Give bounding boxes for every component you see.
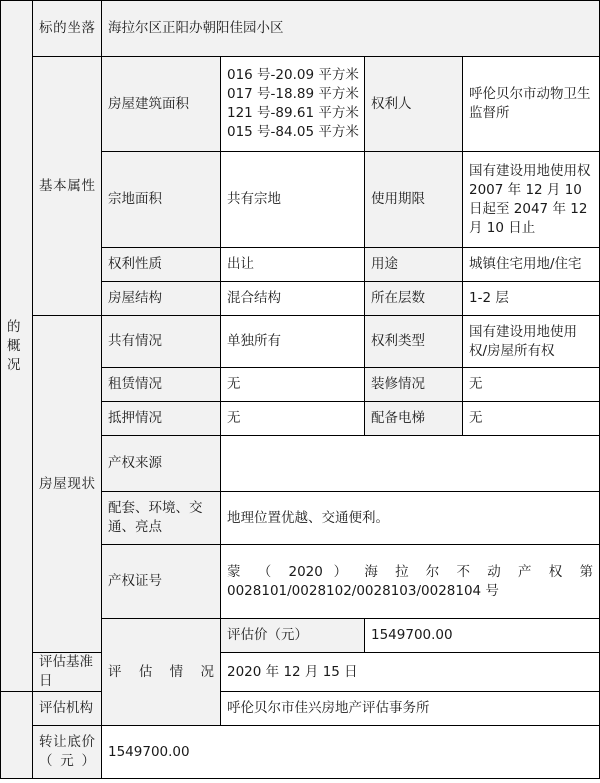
elevator-label: 配备电梯: [371, 410, 425, 426]
owner-label-cell: [365, 57, 463, 152]
area-label: 房屋建筑面积: [108, 95, 189, 112]
elevator-value-cell: [463, 402, 600, 436]
area-label-cell: [102, 57, 221, 152]
date-label-cell: [33, 653, 102, 692]
date-value: 2020 年 12 月 15 日: [227, 663, 358, 680]
cert-label-cell: [102, 545, 221, 619]
env-value: 地理位置优越、交通便利。: [227, 509, 389, 526]
env-value-cell: [221, 492, 600, 545]
overview-label: 的概况: [7, 318, 21, 373]
area-line: 016 号-20.09 平方米: [227, 67, 359, 83]
elevator-value: 无: [469, 410, 483, 426]
floor-label-cell: [365, 282, 463, 316]
location-value-cell: [102, 1, 600, 57]
use-value-cell: [463, 248, 600, 282]
floor-label: 所在层数: [371, 290, 425, 306]
term-label: 使用期限: [371, 191, 425, 207]
cert-line-1: 蒙 （ 2020 ） 海 拉 尔 不 动 产 权 第: [227, 563, 593, 580]
price-label: 评估价（元）: [227, 627, 308, 643]
right-type-value-cell: [463, 316, 600, 368]
eval-section-cell: [102, 619, 221, 726]
row-share: [1, 316, 600, 368]
nature-label-cell: [102, 248, 221, 282]
location-value: 海拉尔区正阳办朝阳佳园小区: [108, 20, 284, 36]
status-section-cell: [33, 316, 102, 653]
org-value: 呼伦贝尔市佳兴房地产评估事务所: [227, 700, 430, 716]
right-type-value: 国有建设用地使用权/房屋所有权: [469, 323, 577, 359]
source-value-cell: [221, 436, 600, 492]
overview-bottom-cell: [1, 692, 33, 779]
overview-label-cell: [1, 1, 33, 692]
lease-label-cell: [102, 368, 221, 402]
use-value: 城镇住宅用地/住宅: [469, 256, 582, 272]
structure-value: 混合结构: [227, 290, 281, 306]
date-label: 评估基准日: [39, 654, 93, 689]
org-value-cell: [221, 692, 600, 726]
price-value: 1549700.00: [371, 627, 453, 643]
row-building-area: [1, 57, 600, 152]
elevator-label-cell: [365, 402, 463, 436]
area-line: 121 号-89.61 平方米: [227, 105, 359, 121]
right-type-label: 权利类型: [371, 333, 425, 349]
lease-value: 无: [227, 376, 241, 392]
source-label-cell: [102, 436, 221, 492]
mortgage-value: 无: [227, 410, 241, 426]
share-label-cell: [102, 316, 221, 368]
area-line: 015 号-84.05 平方米: [227, 124, 359, 140]
reserve-value: 1549700.00: [108, 743, 190, 760]
nature-label: 权利性质: [108, 256, 162, 272]
mortgage-label-cell: [102, 402, 221, 436]
lease-label: 租赁情况: [108, 376, 162, 392]
status-section-label: 房屋现状: [39, 475, 95, 492]
row-location: [1, 1, 600, 57]
decor-label-cell: [365, 368, 463, 402]
date-value-cell: [221, 653, 600, 692]
mortgage-label: 抵押情况: [108, 410, 162, 426]
row-eval-org: [1, 692, 600, 726]
cert-label: 产权证号: [108, 573, 162, 589]
org-label: 评估机构: [39, 700, 93, 716]
eval-section-label: 评估情况: [108, 663, 214, 680]
basic-section-label: 基本属性: [39, 177, 95, 194]
share-value: 单独所有: [227, 333, 281, 349]
structure-label: 房屋结构: [108, 290, 162, 306]
structure-value-cell: [221, 282, 365, 316]
env-label: 配套、环境、交通、亮点: [108, 500, 203, 535]
owner-value-cell: [463, 57, 600, 152]
decor-value: 无: [469, 376, 483, 392]
lease-value-cell: [221, 368, 365, 402]
land-area-value: 共有宗地: [227, 191, 281, 207]
source-label: 产权来源: [108, 455, 162, 471]
nature-value: 出让: [227, 256, 254, 272]
land-area-label-cell: [102, 152, 221, 248]
use-label-cell: [365, 248, 463, 282]
right-type-label-cell: [365, 316, 463, 368]
price-value-cell: [365, 619, 600, 653]
reserve-value-cell: [102, 726, 600, 779]
cert-line-2: 0028101/0028102/0028103/0028104 号: [227, 582, 499, 599]
share-value-cell: [221, 316, 365, 368]
floor-value-cell: [463, 282, 600, 316]
area-line: 017 号-18.89 平方米: [227, 86, 359, 102]
term-value-cell: [463, 152, 600, 248]
term-label-cell: [365, 152, 463, 248]
row-eval-date: [1, 653, 600, 692]
structure-label-cell: [102, 282, 221, 316]
land-area-value-cell: [221, 152, 365, 248]
area-value-cell: [221, 57, 365, 152]
term-value: 国有建设用地使用权 2007 年 12 月 10 日起至 2047 年 12 月 10 日止: [469, 162, 591, 236]
decor-value-cell: [463, 368, 600, 402]
location-label-cell: [33, 1, 102, 57]
mortgage-value-cell: [221, 402, 365, 436]
share-label: 共有情况: [108, 333, 162, 349]
cert-value-cell: [221, 545, 600, 619]
land-area-label: 宗地面积: [108, 191, 162, 207]
location-label: 标的坐落: [39, 20, 95, 36]
basic-section-cell: [33, 57, 102, 316]
use-label: 用途: [371, 256, 398, 272]
price-label-cell: [221, 619, 365, 653]
nature-value-cell: [221, 248, 365, 282]
owner-label: 权利人: [371, 95, 412, 112]
env-label-cell: [102, 492, 221, 545]
floor-value: 1-2 层: [469, 290, 509, 306]
org-label-cell: [33, 692, 102, 726]
decor-label: 装修情况: [371, 376, 425, 392]
row-reserve-price: [1, 726, 600, 779]
reserve-label: 转让底价（元）: [39, 734, 95, 769]
owner-value: 呼伦贝尔市动物卫生监督所: [469, 86, 591, 121]
reserve-label-cell: [33, 726, 102, 779]
